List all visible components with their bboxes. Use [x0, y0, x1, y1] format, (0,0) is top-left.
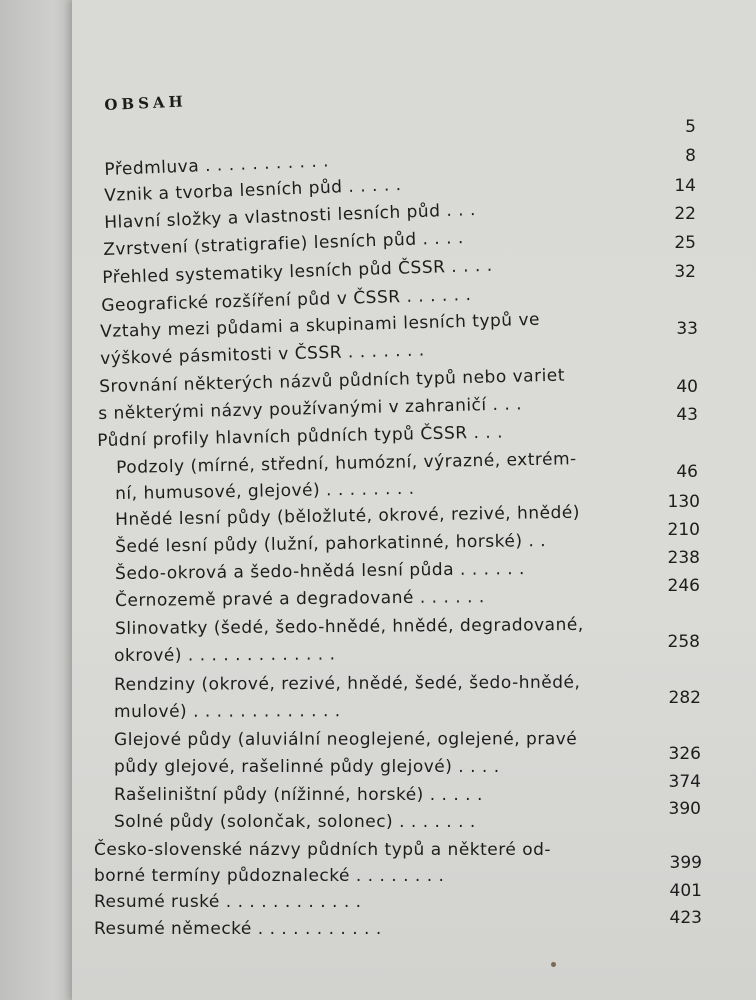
toc-entry-text: Glejové půdy (aluviální neoglejené, oglejené, pravé — [114, 729, 578, 750]
toc-entry-page: 5 — [685, 117, 696, 137]
toc-entry-text: Šedo-okrová a šedo-hnědá lesní půda . . . . . . — [115, 558, 526, 584]
toc-entry-page: 399 — [669, 853, 702, 873]
toc-entry-text: Hlavní složky a vlastnosti lesních půd . . . — [104, 200, 477, 233]
toc-entry-page: 326 — [668, 744, 701, 764]
toc-entry-text: Přehled systematiky lesních půd ČSSR . . . . — [102, 255, 493, 288]
toc-entry-text: borné termíny půdoznalecké . . . . . . . . — [94, 866, 445, 886]
toc-entry-text: Solné půdy (solončak, solonec) . . . . . . . — [114, 812, 476, 832]
toc-entry-text: Rendziny (okrové, rezivé, hnědé, šedé, šedo-hnědé, — [114, 672, 581, 695]
toc-entry-page: 401 — [669, 881, 702, 901]
toc-entry-text: Podzoly (mírné, střední, humózní, výrazné, extrém- — [116, 449, 577, 478]
toc-entry-text: Slinovatky (šedé, šedo-hnědé, hnědé, degradované, — [115, 614, 584, 639]
toc-entry-text: Resumé ruské . . . . . . . . . . . . — [94, 892, 362, 912]
toc-entry-page: 258 — [667, 632, 700, 652]
toc-entry-page: 32 — [674, 262, 696, 282]
toc-entry-text: Resumé německé . . . . . . . . . . . — [94, 919, 382, 939]
toc-entry-page: 43 — [676, 405, 698, 425]
toc-entry-text: výškové pásmitosti v ČSSR . . . . . . . — [100, 340, 425, 369]
toc-entry-text: Geografické rozšíření půd v ČSSR . . . . . . — [101, 285, 472, 316]
toc-entry-page: 210 — [667, 520, 700, 540]
toc-entry-text: Vztahy mezi půdami a skupinami lesních typů ve — [100, 309, 541, 342]
toc-entry-page: 282 — [668, 688, 701, 708]
toc-entry-page: 246 — [667, 576, 700, 596]
toc-entry-text: Srovnání některých názvů půdních typů nebo variet — [99, 365, 566, 397]
toc-entry-text: Černozemě pravé a degradované . . . . . . — [115, 587, 485, 611]
toc-entry-page: 423 — [669, 908, 702, 928]
toc-entry-text: Česko-slovenské názvy půdních typů a některé od- — [94, 840, 552, 860]
toc-entry-page: 390 — [668, 799, 701, 819]
toc-entry-text: Zvrstvení (stratigrafie) lesních půd . . . . — [103, 228, 465, 260]
toc-entry-page: 238 — [667, 548, 700, 568]
toc-entry-text: Půdní profily hlavních půdních typů ČSSR . . . — [97, 422, 504, 451]
toc-entry-page: 40 — [676, 377, 698, 397]
paper-speck — [551, 962, 556, 967]
toc-entry-page: 374 — [668, 772, 701, 792]
toc-entry-text: půdy glejové, rašelinné půdy glejové) . . . . — [114, 757, 500, 777]
toc-entry-page: 130 — [667, 492, 700, 512]
toc-entry-page: 8 — [685, 146, 696, 166]
toc-entry-text: Šedé lesní půdy (lužní, pahorkatinné, horské) . . — [115, 530, 547, 557]
toc-entry-text: mulové) . . . . . . . . . . . . . — [114, 701, 341, 722]
toc-entry-page: 25 — [674, 233, 696, 253]
toc-entry-page: 46 — [676, 462, 698, 482]
toc-entry-page: 14 — [674, 176, 696, 196]
toc-entry-page: 22 — [674, 204, 696, 224]
toc-entry-text: ní, humusové, glejové) . . . . . . . . — [115, 478, 415, 504]
toc-entry-text: Předmluva . . . . . . . . . . . — [104, 151, 330, 180]
toc-entry-page: 33 — [676, 319, 698, 339]
toc-entry-text: Vznik a tvorba lesních půd . . . . . — [104, 175, 402, 206]
toc-entry-text: s některými názvy používanými v zahraničí . . . — [98, 394, 523, 424]
toc-heading: OBSAH — [104, 92, 188, 114]
toc-entry-text: Rašeliništní půdy (nížinné, horské) . . . . . — [114, 785, 483, 805]
toc-entry-text: Hnědé lesní půdy (běložluté, okrové, rezivé, hnědé) — [115, 502, 581, 530]
toc-entry-text: okrové) . . . . . . . . . . . . . — [114, 644, 336, 666]
